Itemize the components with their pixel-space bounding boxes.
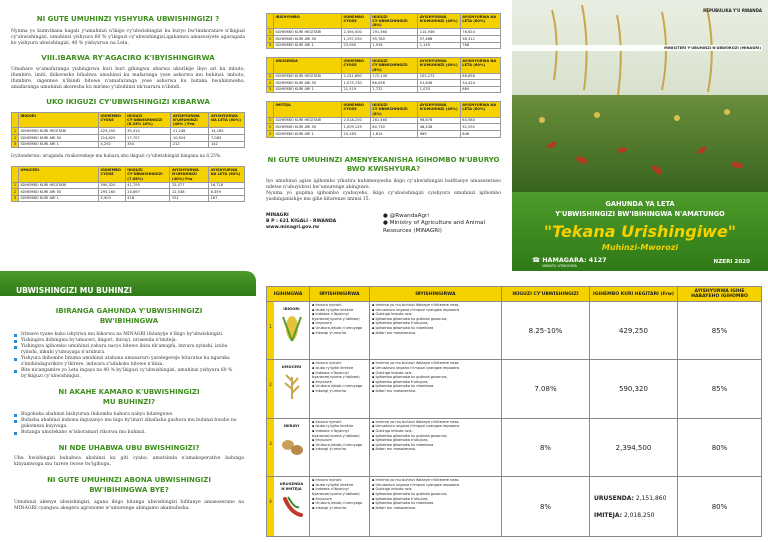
republic-label: REPUBULIKA Y'U RWANDA <box>703 8 762 13</box>
text-how: Umuhinzi akenye ubwishingizi, agana ibigo bitanga ubwishingizi bifitanye amasezerano na MINAGRI cyangwa akegera agronome w'umurenge abingamo akamufasha. <box>14 500 244 511</box>
feature-list <box>14 332 244 380</box>
list-item: Yishyura ibihombo bituma umuhinzi atabona umusaruro yarategereje biturutse ku ngaruka z'imihindagurikire y'ikirere, indwara z'udukoko bitewe n'ibiza. <box>14 356 244 368</box>
banner-line1: GAHUNDA YA LETA <box>605 200 675 208</box>
col-premium: IGIHEMBO KURI HEGITARI (Frw) <box>590 287 678 302</box>
premium-value: 590,320 <box>590 360 678 418</box>
heading-features: IBIRANGA GAHUNDA Y'UBWISHINGIZI BW'IBIHINGWA <box>55 307 203 325</box>
crop-name: URUSENDA N'IMITEJA <box>279 481 304 492</box>
banner-line2: Y'UBWISHINGIZI BW'IBIHINGWA N'AMATUNGO <box>555 210 725 218</box>
website-link[interactable]: www.minagri.gov.rw <box>266 224 320 230</box>
table-row: 3 IGIHEMBO KURI ARI 1 23,945 1,916 1,149 766 <box>267 42 501 49</box>
panel-cover <box>512 0 768 271</box>
rate-value: 8% <box>502 477 590 537</box>
heading-calc: UKO IKIGUZI CY'UBWISHINGIZI KIBARWA <box>46 97 210 106</box>
table-row: 1 IGIHEMBO KURI HEGITARI 2,151,860 172,149 103,272 68,856 <box>267 73 501 80</box>
section-title: UBWISHINGIZI MU BUHINZI <box>16 286 132 295</box>
slogan: "Tekana Urishingiwe" <box>543 222 737 241</box>
crop-name: UMUCERI <box>281 364 302 370</box>
list-item: Butanga umutekano w'ishoramari rikorwa mu buhinzi. <box>14 430 244 436</box>
rate-value: 8% <box>502 418 590 476</box>
globe-icon: ● <box>383 220 388 227</box>
ministry-title: MINISITERI Y'UBUHINZI N'UBWOROZI (MINAGRI) <box>512 45 762 51</box>
table-row: 2 IGIHEMBO KURI ARI 50 295,160 20,897 12,538 8,359 <box>12 189 245 196</box>
text-claim-payment: Nyuma yo gupima igihombo cyabayeho, ikigo cy'ubwishingizi cyishyura umuhinzi igihombo yashinganishije mu gihe kitarenze iminsi 15. <box>266 190 501 202</box>
panel-bottom-table <box>266 286 762 538</box>
table-row: 3 IBIRAYI ▪ Imvura nyinshi ▪ Izuba ry'igihe kirekire ▪ Indwara n'ibyonnyi byaranze(nyuma y'ubikwe) ▪ Imyuzure ▪ Urubura,inkubi,n'umuyaga ▪ Inkongi y'umuriro ▪ Imirimo yo mu buhinzi ifatanye n'ikiterere neza. ▪ Umusaruro ungana n'impuzi cyangwa imposera ▪ Gukinga imbuto nziz. ▪ Igihombo gikomoka ku gutinda gusarura, ▪ Igihombo gikomoka k'ubujura, ▪ Igihombo gikomoka ku ntambara ▪ Ibitari mu masezerano. 8% 2,394,500 80% <box>267 418 762 476</box>
coverage-table <box>266 286 762 537</box>
payout-value: 85% <box>678 302 762 360</box>
heading-claim: NI GUTE UMUHINZI AMENYEKANISHA IGIHOMBO N'UBURYO BWO KWISHYURA? <box>267 155 500 173</box>
panel-top-left <box>0 0 256 271</box>
section-banner <box>0 271 256 296</box>
crop-name: IBIRAYI <box>283 422 300 428</box>
text-payment: Nyuma yo kumvikana hagati y'umuhinzi n'ikigo cy'ubwishingizi ku buryo bw'imikoranire n'ikiguzi cy'ubwishingizi, umuhinzi yishyura 60 % y'ikiguzi cy'ubwishingizi,igabanwa amasosiyete agaragaza ko yishyura ubwishingizi, 40 % yishyurwa na Leta. <box>11 29 245 46</box>
table-row: 2 IGIHEMBO KURI ARI 50 1,197,250 95,780 57,468 38,312 <box>267 36 501 43</box>
heading-importance: NI AKAHE KAMARO K'UBWISHINGIZI MU BUHINZI? <box>58 388 200 406</box>
payout-value: 85% <box>678 360 762 418</box>
table-row: 3 IGIHEMBO KURI ARI 1 4,292 354 212 142 <box>12 141 245 148</box>
col-crop: IGIHINGWA <box>267 287 310 302</box>
col-payout: AYISHYURWA IGIHE HABAYEHO IGIHOMBO <box>678 287 762 302</box>
text-who: Ubu bwishingizi buhabwa abahinzi ku giti cyabo, amatsinda n'amakoperative bahinga kinyamwuga mu turere twose tw'igihugu. <box>14 456 244 467</box>
premium-value: 2,394,500 <box>590 418 678 476</box>
table-row: 3 IGIHEMBO KURI ARI 1 20,183 1,615 969 646 <box>267 130 501 137</box>
panel-top-middle <box>256 0 512 271</box>
hotline[interactable]: ☎ HAMAGARA: 4127 <box>532 256 607 264</box>
potato-image <box>279 430 305 460</box>
phone-icon: ☎ <box>532 256 540 264</box>
slogan-sub: Muhinzi-Mworozi <box>601 243 679 252</box>
col-cover: IBYISHINGIRWA <box>310 287 370 302</box>
table-row: 1 IGIHEMBO KURI HEGITARI 2,018,250 161,460 96,876 64,584 <box>267 117 501 124</box>
table-urusenda: URUSENDA IGIHEMBO CYOSE IKIGUZI CY'UBWISHINGIZI (8%) AYISHYURWA N'UMUHINZI (40%) AYISHYURWA NA LETA (60%) 1 IGIHEMBO KURI HEGITARI 2,151,860 172,149 103,272 68,856 2 IGIHEMBO KURI ARI 50 1,075,730 86,058 51,636 34,424 3 IGIHEMBO KURI ARI 1 21,519 1,722 1,033 689 <box>266 57 501 93</box>
contact-name: MINAGRI <box>266 212 289 218</box>
table-ibishyimbo: IBISHYIMBO IGIHEMBO CYOSE IKIGUZI CY'UBWISHINGIZI (8%) AYISHYURWA N'UMUHINZI (40%) AYISHYURWA NA LETA (60%) 1 IGIHEMBO KURI HEGITARI 2,394,500 191,560 114,936 76,624 2 IGIHEMBO KURI ARI 50 1,197,250 95,780 57,468 38,312 3 IGIHEMBO KURI ARI 1 23,945 1,916 1,149 766 <box>266 13 501 49</box>
table-row: 2 IGIHEMBO KURI ARI 50 214,625 17,707 10,624 7,083 <box>12 135 245 142</box>
table-ibigori: IBIGORI IGIHEMBO CYOSE IKIGUZI CY'UBWISHINGIZI (8.25% 10%) AYISHYURWA N'UMUHINZI (40% ) Frw AYISHYURWA NA LETA (60%) 1 IGIHEMBO KURI HEGITARI 429,250 35,413 21,248 14,165 2 IGIHEMBO KURI ARI 50 214,625 17,707 10,624 7,083 3 IGIHEMBO KURI ARI 1 4,292 354 212 142 <box>11 112 245 148</box>
list-item: Yishingira igihombo umuhinzi yahura nacyo bitewe ibiza nk'amapfa, imvura nyinshi, izuba ryinshi, inkubi y'umuyaga n'urubura. <box>14 344 244 356</box>
col-risks: IBYISHINGIRWA <box>370 287 502 302</box>
list-item: Bite nicangamire yo Leta ingaya na 40 % by'ikiguzi cy'ubwishingizi, umuhinzi yishyura 60 % by'ikiguzi cy'ubwishingizi. <box>14 368 244 380</box>
table-row: 2 IGIHEMBO KURI ARI 50 1,075,730 86,058 51,636 34,424 <box>267 80 501 87</box>
hotline-sub: UBUNTU UTISHYURA <box>542 264 577 268</box>
cover-date: NZERI 2020 <box>713 259 750 265</box>
payout-value: 80% <box>678 418 762 476</box>
note-text: Icyitonderwa: uruganda rwakoresheje mu kubara,ubu ikiguzi cy'ubwishingizi kingana na 8,25%. <box>11 154 222 160</box>
heading-how: NI GUTE UMUHINZI ABONA UBWISHINGIZI BW'IBIHINGWA BYE? <box>47 476 211 494</box>
table-row: 1 IGIHEMBO KURI HEGITARI 429,250 35,413 21,248 14,165 <box>12 128 245 135</box>
table-imiteja: IMITEJA IGIHEMBO CYOSE IKIGUZI CY'UBWISHINGIZI (8%) AYISHYURWA N'UMUHINZI (40%) AYISHYURWA NA LETA (60%) 1 IGIHEMBO KURI HEGITARI 2,018,250 161,460 96,876 64,584 2 IGIHEMBO KURI ARI 50 1,009,125 80,730 48,438 32,292 3 IGIHEMBO KURI ARI 1 20,183 1,615 969 646 <box>266 101 501 137</box>
list-item: Iriteave ryane kuko ishyirwa mu bikorwa na MINAGRI ifatanyije n'ibigo by'ubwishingizi. <box>14 332 244 338</box>
payout-value: 80% <box>678 477 762 537</box>
text-valuation: Umuhare w'amafaranga yishingirwa kuri buri gihingwa abarwa ukurikije ibyo ari ku mbuto, ifumbire, imiti, ibikoresho bihabwa umuhinzi ku mafaranga yose ashorwa mu buhinzi: imbuto, ifumbire, ingemwe n'ibindi bitewe n'amafaranga yose ashorwa ku butaka bwahinzweho, amafaranga umuhinzi akoresha ku mirimo y'ubuhinzi nk'isarura n'ibindi. <box>11 67 245 90</box>
text-claim: Iyo umuhinzi agize igihombo yihutira kubimenyesha ikigo cy'ubwishingizi baifitanye amasezerano ndetse n'ubuyobozi bw'umurenge abinguwe. <box>266 178 501 190</box>
contact-block <box>266 213 501 236</box>
twitter-row[interactable]: ● @RwandaAgri <box>383 212 429 219</box>
col-rate: IKIGUZI CY'UBWISHINGIZI <box>502 287 590 302</box>
table-row: 3 IGIHEMBO KURI ARI 1 21,519 1,722 1,033 689 <box>267 86 501 93</box>
heading-who: NI NDE UHABWA UBU BWISHINGIZI? <box>58 444 200 452</box>
heading-payment: NI GUTE UMUHINZI YISHYURA UBWISHINGIZI ? <box>36 15 220 23</box>
table-row: 4 URUSENDA N'IMITEJA ▪ Imvura nyinshi ▪ Izuba ry'igihe kirekire ▪ Indwara n'ibyonnyi byaranze(nyuma y'ubikwe) ▪ Imyuzure ▪ Urubura,inkubi,n'umuyaga ▪ Inkongi y'umuriro ▪ Imirimo yo mu buhinzi ifatanye n'ikiterere neza. ▪ Umusaruro ungana n'impuzi cyangwa imposera ▪ Gukinga imbuto nziz. ▪ Igihombo gikomoka ku gutinda gusarura, ▪ Igihombo gikomoka k'ubujura, ▪ Igihombo gikomoka ku ntambara ▪ Ibitari mu masezerano. 8% URUSENDA: 2,151,860 IMITEJA: 2,018,250 80% <box>267 477 762 537</box>
table-row: 1 IGIHEMBO KURI HEGITARI 590,320 41,795 25,077 16,718 <box>12 182 245 189</box>
table-row: 2 UMUCERI ▪ Imvura nyinshi ▪ Izuba ry'igihe kirekire ▪ Indwara n'ibyonnyi byaranze(nyuma y'ubikwe) ▪ Imyuzure ▪ Urubura,inkubi,n'umuyaga ▪ Inkongi y'umuriro ▪ Imirimo yo mu buhinzi ifatanye n'ikiterere neza. ▪ Umusaruro ungana n'impuzi cyangwa imposera ▪ Gukinga imbuto nziz. ▪ Igihombo gikomoka ku gutinda gusarura, ▪ Igihombo gikomoka k'ubujura, ▪ Igihombo gikomoka ku ntambara ▪ Ibitari mu masezerano. 7.08% 590,320 85% <box>267 360 762 418</box>
list-item: Bufasha abahinzi kubona inguzanyo mu bigo by'imari zibafasha gushora mu buhinzi bwabo no gukomeza kuyivuga. <box>14 418 244 430</box>
panel-bottom-left <box>0 271 256 542</box>
ministry-row: ● Ministry of Agriculture and Animal Resources (MINAGRI) <box>383 220 486 234</box>
list-item: Bugoboka abahinzi bishyurwa ibihombo bahura nabyo bitateguwe. <box>14 412 244 418</box>
maize-image <box>279 313 305 343</box>
table-row: 1 IBIGORI ▪ Imvura nyinshi ▪ Izuba ry'igihe kirekire ▪ Indwara n'ibyonnyi byaranze(nyuma y'ubikwe) ▪ Imyuzure ▪ Urubura,inkubi,n'umuyaga ▪ Inkongi y'umuriro ▪ Imirimo yo mu buhinzi ifatanye n'ikiterere neza. ▪ Umusaruro ungana n'impuzi cyangwa imposera ▪ Gukinga imbuto nziz. ▪ Igihombo gikomoka ku gutinda gusarura, ▪ Igihombo gikomoka k'ubujura, ▪ Igihombo gikomoka ku ntambara ▪ Ibitari mu masezerano. 8.25-10% 429,250 85% <box>267 302 762 360</box>
rate-value: 7.08% <box>502 360 590 418</box>
rice-image <box>279 371 305 401</box>
twitter-icon: ● <box>383 212 388 219</box>
table-row: 2 IGIHEMBO KURI ARI 50 1,009,125 80,730 48,438 32,292 <box>267 124 501 131</box>
premium-imiteja: IMITEJA: 2,018,250 <box>594 511 655 519</box>
chili-image <box>279 493 305 519</box>
premium-urusenda: URUSENDA: 2,151,860 <box>594 494 667 502</box>
table-row: 1 IGIHEMBO KURI HEGITARI 2,394,500 191,560 114,936 76,624 <box>267 29 501 36</box>
contact-address: B P : 621 KIGALI - RWANDA <box>266 218 337 224</box>
rate-value: 8.25-10% <box>502 302 590 360</box>
cover-banner <box>512 192 768 271</box>
table-umuceri: UMUCERI IGIHEMBO CYOSE IKIGUZI CY'UBWISHINGIZI (7.08%) AYISHYURWA N'UMUHINZI (40%) Frw AYISHYURWA NA LETA (60%) 1 IGIHEMBO KURI HEGITARI 590,320 41,795 25,077 16,718 2 IGIHEMBO KURI ARI 50 295,160 20,897 12,538 8,359 3 IGIHEMBO KURI ARI 1 5,903 418 251 167 <box>11 166 245 202</box>
table-row: 3 IGIHEMBO KURI ARI 1 5,903 418 251 167 <box>12 195 245 202</box>
premium-value: 429,250 <box>590 302 678 360</box>
heading-valuation: VIII.IBARWA RY'AGACIRO K'IBYISHINGIRWA <box>41 53 215 62</box>
crop-name: IBIGORI <box>283 306 300 311</box>
importance-list <box>14 412 244 436</box>
list-item: Yishingira ibihingwa by'umuceri, ibigori, ibirayi, urusenda n'imiteja. <box>14 338 244 344</box>
